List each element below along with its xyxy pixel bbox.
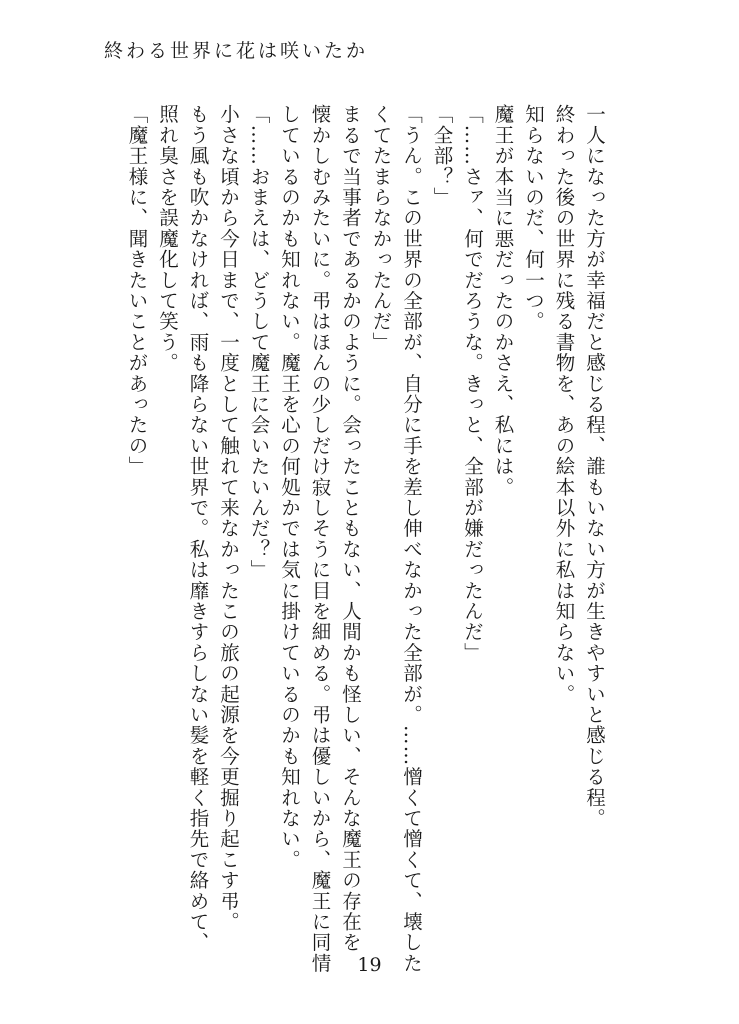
- text-line: まるで当事者であるかのように。会ったこともない、人間かも怪しい、そんな魔王の存在を: [339, 104, 362, 953]
- text-line: 照れ臭さを誤魔化して笑う。: [156, 104, 179, 374]
- text-line: くてたまらなかったんだ」: [369, 104, 393, 353]
- text-line: 一人になった方が幸福だと感じる程、誰もいない方が生きやすいと感じる程。: [583, 104, 606, 829]
- page-number: 19: [357, 954, 382, 976]
- text-line: 「……おまえは、どうして魔王に会いたいんだ？」: [247, 104, 271, 581]
- text-line: もう風も吹かなければ、雨も降らない世界で。私は靡きすらしない髪を軽く指先で絡めて、: [186, 104, 210, 953]
- text-line: 魔王が本当に悪だったのかさえ、私には。: [491, 104, 515, 498]
- text-line: 終わった後の世界に残る書物を、あの絵本以外に私は知らない。: [552, 104, 576, 705]
- running-title: 終わる世界に花は咲いたか: [104, 40, 369, 62]
- text-line: 「魔王様に、聞きたいことがあったの」: [125, 104, 149, 477]
- text-line: 「……さァ、何でだろうな。きっと、全部が嫌だったんだ」: [461, 104, 484, 663]
- text-line: 懐かしむみたいに。弔はほんの少しだけ寂しそうに目を細める。弔は優しいから、魔王に同情: [308, 104, 332, 974]
- text-line: 「全部？」: [430, 104, 454, 208]
- text-line: 知らないのだ、何一つ。: [522, 104, 545, 332]
- text-line: しているのかも知れない。魔王を心の何処かでは気に掛けているのかも知れない。: [278, 104, 301, 870]
- text-line: 小さな頃から今日まで、一度として触れて来なかったこの旅の起源を今更掘り起こす弔。: [217, 104, 240, 932]
- text-line: 「うん。この世界の全部が、自分に手を差し伸べなかった全部が。……憎くて憎くて、壊した: [400, 104, 423, 974]
